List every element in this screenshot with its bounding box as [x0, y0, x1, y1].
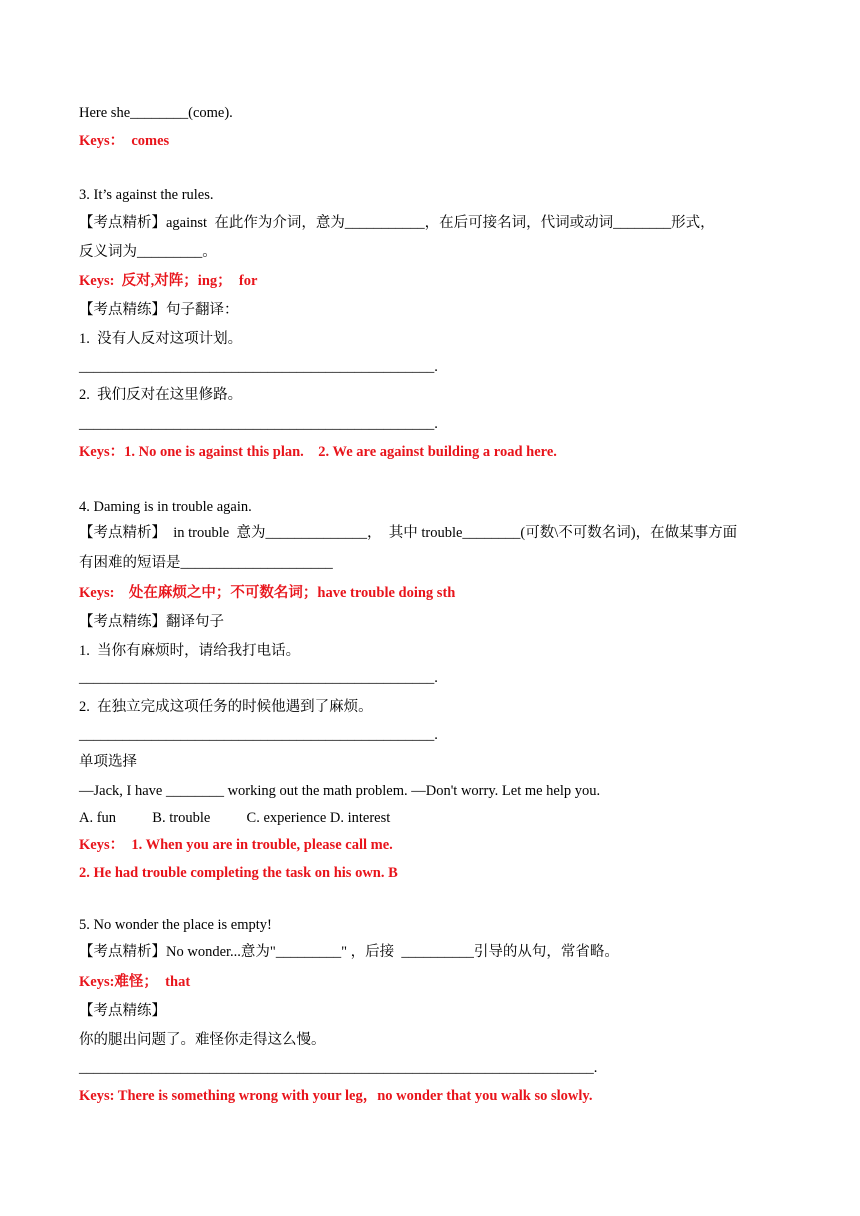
practice-heading: 【考点精练】 [79, 1003, 166, 1019]
answer-blank-line: _________________________________________________. [79, 416, 438, 432]
practice-heading: 【考点精练】句子翻译： [79, 302, 239, 318]
analysis-text: 【考点精析】against 在此作为介词，意为___________，在后可接名词，代词或动词________形式， [79, 215, 715, 231]
answer-key: Keys: 反对,对阵；ing； for [79, 273, 258, 289]
analysis-text: 有困难的短语是_____________________ [79, 555, 333, 571]
answer-key: 2. He had trouble completing the task on his own. B [79, 865, 398, 881]
analysis-text: 【考点精析】 in trouble 意为______________， 其中 trouble________(可数\不可数名词)，在做某事方面 [79, 525, 738, 541]
answer-key: Keys: 处在麻烦之中；不可数名词；have trouble doing sth [79, 585, 456, 601]
analysis-text: 【考点精析】No wonder...意为"_________" ，后接 __________引导的从句，常省略。 [79, 944, 619, 960]
answer-blank-line: _________________________________________________. [79, 359, 438, 375]
answer-key: Keys：1. No one is against this plan. 2. We are against building a road here. [79, 444, 557, 460]
choice-question: —Jack, I have ________ working out the math problem. —Don't worry. Let me help you. [79, 783, 601, 799]
answer-blank-line: _________________________________________________. [79, 670, 438, 686]
exercise-sentence: Here she________(come). [79, 105, 233, 121]
translation-prompt: 2. 在独立完成这项任务的时候他遇到了麻烦。 [79, 699, 373, 715]
practice-heading: 【考点精练】翻译句子 [79, 614, 224, 630]
translation-prompt: 2. 我们反对在这里修路。 [79, 387, 243, 403]
translation-prompt: 1. 当你有麻烦时，请给我打电话。 [79, 643, 301, 659]
answer-blank-line: _______________________________________________________________________. [79, 1060, 598, 1076]
section-heading: 5. No wonder the place is empty! [79, 917, 272, 933]
answer-key: Keys： comes [79, 133, 170, 149]
question-type-label: 单项选择 [79, 754, 137, 770]
section-heading: 4. Daming is in trouble again. [79, 499, 252, 515]
analysis-text: 反义词为_________。 [79, 244, 217, 260]
answer-key: Keys： 1. When you are in trouble, please call me. [79, 837, 393, 853]
translation-prompt: 1. 没有人反对这项计划。 [79, 331, 243, 347]
answer-key: Keys: There is something wrong with your leg，no wonder that you walk so slowly. [79, 1088, 593, 1104]
translation-prompt: 你的腿出问题了。难怪你走得这么慢。 [79, 1032, 326, 1048]
section-heading: 3. It’s against the rules. [79, 187, 214, 203]
choice-options: A. fun B. trouble C. experience D. interest [79, 810, 391, 826]
answer-key: Keys:难怪； that [79, 974, 191, 990]
answer-blank-line: _________________________________________________. [79, 727, 438, 743]
